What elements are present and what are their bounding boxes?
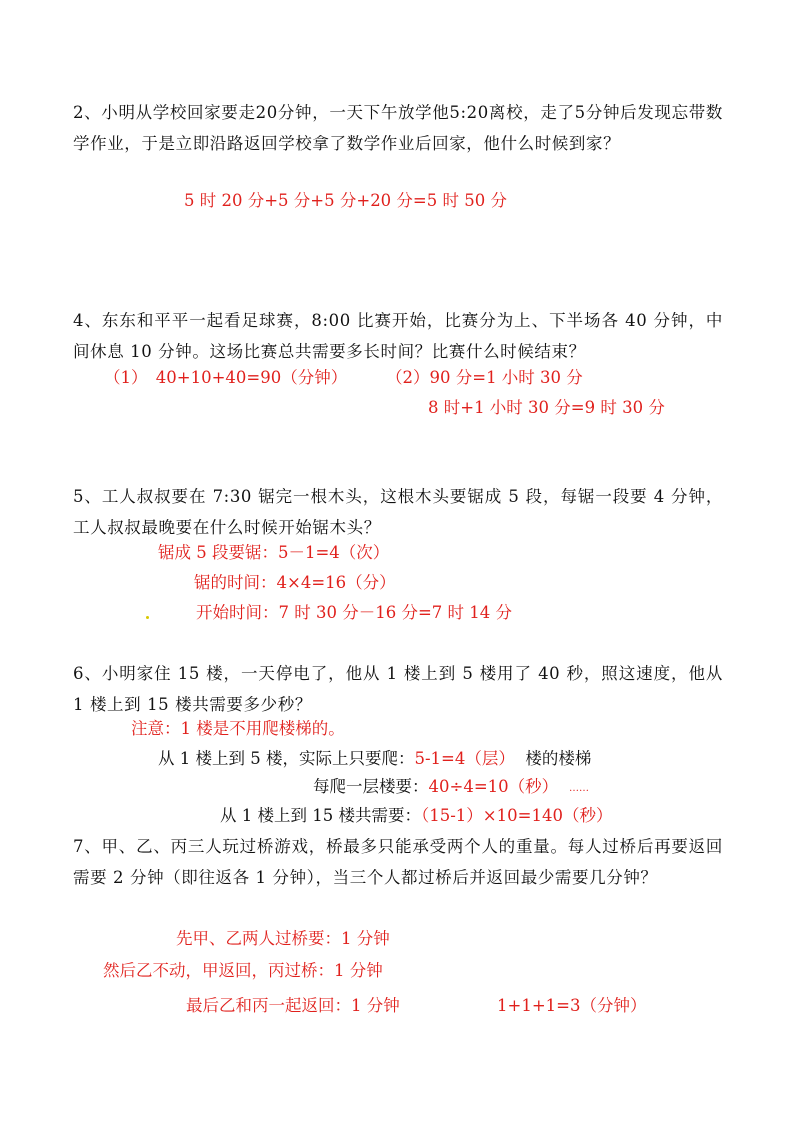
answer-7-total: 1+1+1=3（分钟） xyxy=(497,996,647,1015)
answer-6-step-2-prefix: 每爬一层楼要： xyxy=(313,777,429,796)
answer-5-step-3: 开始时间：7 时 30 分－16 分=7 时 14 分 xyxy=(196,603,513,622)
answer-4-step-1: （1） 40+10+40=90（分钟） xyxy=(104,368,348,387)
answer-6-step-2 xyxy=(313,776,558,798)
answer-6-step-1 xyxy=(158,748,591,770)
answer-2: 5 时 20 分+5 分+5 分+20 分=5 时 50 分 xyxy=(184,191,507,210)
question-2: 2、小明从学校回家要走20分钟，一天下午放学他5:20离校，走了5分钟后发现忘带数学作业，于是立即沿路返回学校拿了数学作业后回家，他什么时候到家？ xyxy=(73,103,723,153)
question-5: 5、工人叔叔要在 7:30 锯完一根木头，这根木头要锯成 5 段，每锯一段要 4 分钟，工人叔叔最晚要在什么时候开始锯木头？ xyxy=(73,487,723,537)
answer-4-step-2: （2）90 分=1 小时 30 分 xyxy=(386,368,583,387)
answer-6-step-1-value: 5-1=4（层） xyxy=(414,749,515,768)
answer-7-step-1: 先甲、乙两人过桥要：1 分钟 xyxy=(176,929,390,948)
answer-5-step-2: 锯的时间：4×4=16（分） xyxy=(194,573,396,592)
answer-6-step-2-value: 40÷4=10（秒） xyxy=(428,777,559,796)
question-7: 7、甲、乙、丙三人玩过桥游戏，桥最多只能承受两个人的重量。每人过桥后再要返回需要 2 分钟（即往返各 1 分钟），当三个人都过桥后并返回最少需要几分钟？ xyxy=(73,837,723,887)
answer-6-step-3-prefix: 从 1 楼上到 15 楼共需要： xyxy=(220,806,421,825)
answer-5-step-1: 锯成 5 段要锯：5－1=4（次） xyxy=(158,543,390,562)
question-6: 6、小明家住 15 楼，一天停电了，他从 1 楼上到 5 楼用了 40 秒，照这速度，他从 1 楼上到 15 楼共需要多少秒？ xyxy=(73,664,723,714)
answer-7-step-3: 最后乙和丙一起返回：1 分钟 xyxy=(186,996,400,1015)
stray-dot xyxy=(146,616,149,619)
answer-6-dots: …… xyxy=(569,783,589,794)
answer-6-step-3 xyxy=(220,805,612,827)
answer-6-step-1-suffix: 楼的楼梯 xyxy=(525,749,592,768)
answer-4-step-3: 8 时+1 小时 30 分=9 时 30 分 xyxy=(428,398,665,417)
answer-6-step-1-prefix: 从 1 楼上到 5 楼，实际上只要爬： xyxy=(158,749,415,768)
answer-6-note: 注意：1 楼是不用爬楼梯的。 xyxy=(131,719,345,738)
answer-6-step-3-value: （15-1）×10=140（秒） xyxy=(420,806,613,825)
question-4: 4、东东和平平一起看足球赛，8:00 比赛开始，比赛分为上、下半场各 40 分钟，中间休息 10 分钟。这场比赛总共需要多长时间？比赛什么时候结束？ xyxy=(73,311,723,361)
answer-7-step-2: 然后乙不动，甲返回，丙过桥：1 分钟 xyxy=(103,961,383,980)
